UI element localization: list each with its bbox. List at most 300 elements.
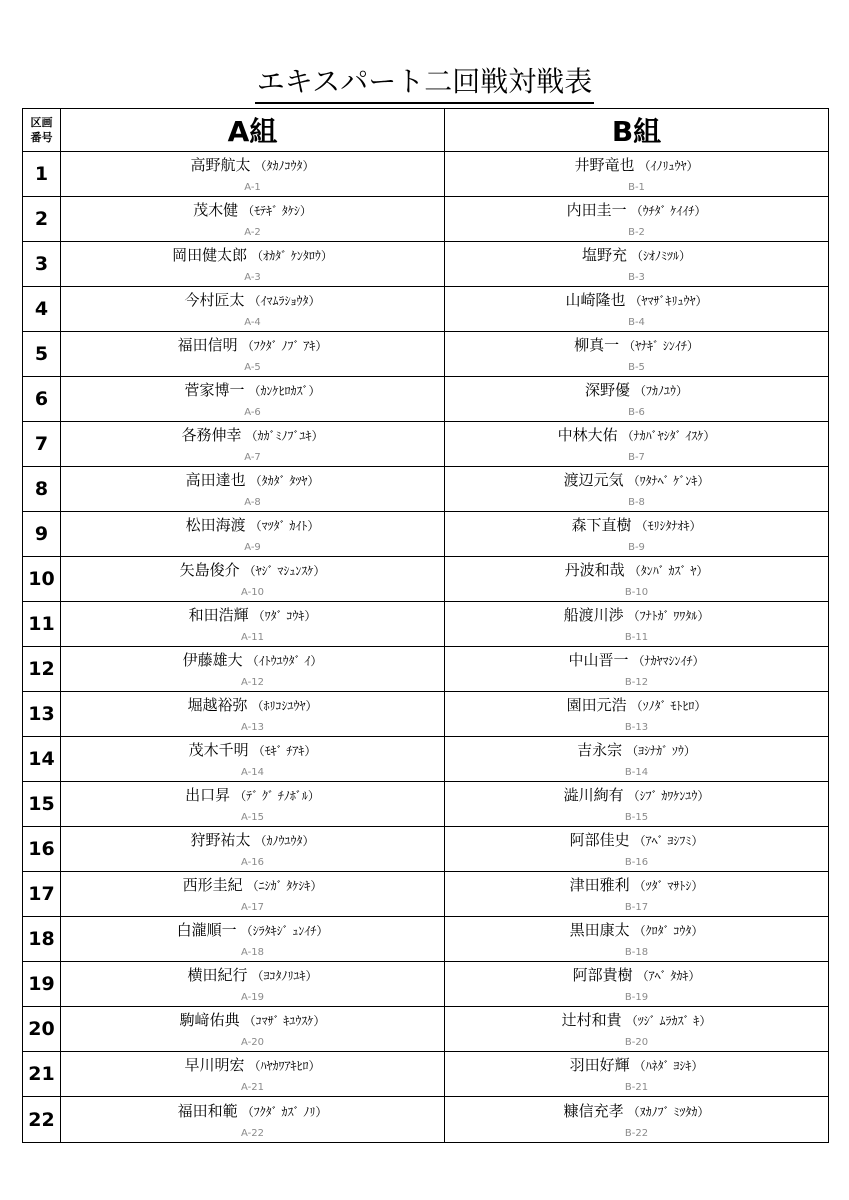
entrant-name: 福田信明: [177, 336, 238, 354]
entrant: [445, 740, 828, 780]
entrant-code: B-12: [624, 677, 649, 688]
entrant: [445, 695, 828, 735]
block-number: 6: [23, 377, 61, 422]
entrant-kana: （ｱﾍﾞ ﾖｼﾌﾐ）: [633, 834, 704, 848]
entrant-kana: （ﾖｺﾀﾉﾘﾕｷ）: [251, 969, 318, 983]
block-number: 21: [23, 1052, 61, 1097]
group-b-entrant-cell: [445, 377, 829, 422]
block-number: 4: [23, 287, 61, 332]
entrant-name-line: [61, 1055, 444, 1076]
entrant-name-line: [61, 1101, 444, 1122]
entrant: [445, 560, 828, 600]
entrant-kana: （ﾃﾞ ｸﾞ ﾁﾉﾎﾞﾙ）: [234, 789, 320, 803]
entrant-name-line: [445, 965, 828, 986]
entrant-name: 井野竜也: [574, 156, 635, 174]
entrant-code: A-1: [244, 182, 261, 193]
entrant: [61, 650, 444, 690]
entrant: [61, 785, 444, 825]
group-a-entrant-cell: [61, 917, 445, 962]
block-number-header: [23, 109, 61, 152]
entrant-kana: （ﾂｼﾞ ﾑﾗｶｽﾞ ｷ）: [625, 1014, 712, 1028]
entrant-kana: （ﾂﾀﾞ ﾏｻﾄｼ）: [633, 879, 704, 893]
block-number: 18: [23, 917, 61, 962]
entrant: [445, 785, 828, 825]
group-a-entrant-cell: [61, 737, 445, 782]
block-number: 12: [23, 647, 61, 692]
entrant-name-line: [445, 1055, 828, 1076]
table-row: [23, 872, 829, 917]
entrant-code: A-17: [241, 902, 264, 913]
entrant-code: A-16: [241, 857, 264, 868]
bracket-table: [22, 108, 829, 1143]
entrant: [445, 1010, 828, 1050]
entrant-name-line: [61, 290, 444, 311]
block-number: 2: [23, 197, 61, 242]
entrant: [61, 875, 444, 915]
entrant-name: 松田海渡: [185, 516, 246, 534]
table-row: [23, 962, 829, 1007]
group-b-entrant-cell: [445, 152, 829, 197]
group-a-entrant-cell: [61, 197, 445, 242]
entrant-name-line: [445, 650, 828, 671]
entrant-kana: （ｶﾉｳﾕｳﾀ）: [254, 834, 315, 848]
entrant: [445, 425, 828, 465]
entrant: [445, 875, 828, 915]
table-row: [23, 422, 829, 467]
entrant-kana: （ｺﾏｻﾞ ｷﾕｳｽｹ）: [243, 1014, 326, 1028]
group-a-entrant-cell: [61, 782, 445, 827]
entrant-name: 山崎隆也: [565, 291, 626, 309]
entrant-name: 茂木千明: [188, 741, 249, 759]
entrant-name: 伊藤雄大: [182, 651, 243, 669]
entrant: [61, 335, 444, 375]
entrant-name: 塩野充: [581, 246, 627, 264]
entrant: [445, 380, 828, 420]
entrant: [445, 965, 828, 1005]
entrant-name: 中山晋一: [568, 651, 629, 669]
entrant-code: B-10: [624, 587, 649, 598]
entrant-kana: （ﾌｸﾀﾞ ﾉﾌﾞ ｱｷ）: [241, 339, 328, 353]
entrant-code: B-20: [624, 1037, 649, 1048]
group-a-entrant-cell: [61, 332, 445, 377]
block-number-header-line2: 番号: [30, 131, 53, 144]
entrant-name: 早川明宏: [184, 1056, 245, 1074]
entrant-name-line: [61, 470, 444, 491]
entrant-code: A-6: [244, 407, 261, 418]
table-row: [23, 647, 829, 692]
group-a-entrant-cell: [61, 152, 445, 197]
entrant-name: 茂木健: [193, 201, 239, 219]
entrant-name: 澁川絢有: [563, 786, 624, 804]
table-row: [23, 917, 829, 962]
entrant-code: A-19: [241, 992, 264, 1003]
entrant-name: 阿部貴樹: [572, 966, 633, 984]
entrant-kana: （ｳﾁﾀﾞ ｹｲｲﾁ）: [630, 204, 707, 218]
entrant-name-line: [445, 245, 828, 266]
entrant-name-line: [445, 425, 828, 446]
entrant: [61, 830, 444, 870]
entrant-code: A-12: [241, 677, 264, 688]
entrant-name: 今村匠太: [184, 291, 245, 309]
entrant-code: A-8: [244, 497, 261, 508]
entrant: [445, 290, 828, 330]
group-a-entrant-cell: [61, 1097, 445, 1143]
entrant-code: A-13: [241, 722, 264, 733]
group-a-entrant-cell: [61, 1052, 445, 1097]
entrant-name-line: [61, 200, 444, 221]
block-number: 11: [23, 602, 61, 647]
entrant-code: B-13: [624, 722, 649, 733]
group-b-entrant-cell: [445, 692, 829, 737]
entrant-name-line: [445, 200, 828, 221]
entrant-name: 渡辺元気: [563, 471, 624, 489]
entrant-name-line: [445, 695, 828, 716]
entrant-kana: （ﾀｶﾀﾞ ﾀﾂﾔ）: [249, 474, 320, 488]
group-b-entrant-cell: [445, 557, 829, 602]
entrant-kana: （ﾔﾏｻﾞｷﾘｭｳﾔ）: [629, 294, 708, 308]
entrant-code: B-6: [628, 407, 645, 418]
entrant: [445, 830, 828, 870]
entrant-code: B-22: [624, 1127, 649, 1139]
group-a-entrant-cell: [61, 467, 445, 512]
entrant: [445, 1055, 828, 1095]
entrant-code: A-22: [241, 1127, 264, 1139]
entrant-code: A-15: [241, 812, 264, 823]
table-row: [23, 1007, 829, 1052]
group-a-entrant-cell: [61, 422, 445, 467]
block-number: 8: [23, 467, 61, 512]
table-row: [23, 782, 829, 827]
entrant-name-line: [61, 515, 444, 536]
entrant-code: B-17: [624, 902, 649, 913]
entrant-code: B-1: [628, 182, 645, 193]
block-number: 10: [23, 557, 61, 602]
table-row: [23, 1052, 829, 1097]
entrant-name: 高田達也: [185, 471, 246, 489]
entrant-kana: （ｿﾉﾀﾞ ﾓﾄﾋﾛ）: [630, 699, 707, 713]
entrant-code: A-2: [244, 227, 261, 238]
entrant-code: A-9: [244, 542, 261, 553]
entrant-kana: （ﾅｶﾊﾞﾔｼﾀﾞ ｲｽｹ）: [621, 429, 716, 443]
entrant-kana: （ﾇｶﾉﾌﾞ ﾐﾂﾀｶ）: [627, 1104, 710, 1119]
entrant: [445, 200, 828, 240]
table-row: [23, 197, 829, 242]
entrant-name: 中林大佑: [557, 426, 618, 444]
entrant-name: 福田和範: [177, 1101, 238, 1120]
block-number: 16: [23, 827, 61, 872]
entrant-code: A-10: [241, 587, 264, 598]
entrant: [445, 155, 828, 195]
entrant: [445, 605, 828, 645]
entrant-name: 丹波和哉: [564, 561, 625, 579]
page-title-text: エキスパート二回戦対戦表: [255, 64, 594, 104]
group-a-entrant-cell: [61, 602, 445, 647]
entrant-name-line: [61, 785, 444, 806]
group-b-entrant-cell: [445, 737, 829, 782]
entrant-kana: （ｱﾍﾞ ﾀｶｷ）: [636, 969, 701, 983]
entrant-code: B-19: [624, 992, 649, 1003]
block-number: 20: [23, 1007, 61, 1052]
table-row: [23, 512, 829, 557]
entrant: [61, 965, 444, 1005]
entrant-name-line: [61, 380, 444, 401]
entrant-code: B-11: [624, 632, 649, 643]
entrant-name: 菅家博一: [184, 381, 245, 399]
entrant: [61, 380, 444, 420]
entrant-kana: （ｼｵﾉﾐﾂﾙ）: [631, 249, 692, 263]
entrant: [445, 1101, 828, 1141]
group-b-entrant-cell: [445, 242, 829, 287]
entrant-kana: （ﾀｶﾉｺｳﾀ）: [254, 159, 315, 173]
entrant-name-line: [445, 380, 828, 401]
table-row: [23, 557, 829, 602]
group-a-entrant-cell: [61, 377, 445, 422]
entrant-kana: （ｲﾉﾘｭｳﾔ）: [638, 159, 699, 173]
group-a-entrant-cell: [61, 242, 445, 287]
entrant-code: B-2: [628, 227, 645, 238]
group-a-entrant-cell: [61, 1007, 445, 1052]
group-b-entrant-cell: [445, 647, 829, 692]
entrant-kana: （ﾓｷﾞ ﾁｱｷ）: [252, 744, 317, 758]
entrant: [445, 245, 828, 285]
entrant-kana: （ﾔｼﾞ ﾏｼｭﾝｽｹ）: [243, 564, 326, 578]
entrant-name: 森下直樹: [571, 516, 632, 534]
entrant-name: 深野優: [584, 381, 630, 399]
entrant-name-line: [61, 830, 444, 851]
entrant: [445, 470, 828, 510]
entrant: [445, 515, 828, 555]
table-row: [23, 1097, 829, 1143]
group-b-entrant-cell: [445, 512, 829, 557]
entrant-code: A-21: [241, 1082, 264, 1093]
entrant-name-line: [61, 965, 444, 986]
entrant-kana: （ﾊﾔｶﾜｱｷﾋﾛ）: [248, 1059, 321, 1073]
block-number: 3: [23, 242, 61, 287]
entrant-name-line: [61, 335, 444, 356]
entrant-name: 出口昇: [185, 786, 231, 804]
entrant-name-line: [445, 155, 828, 176]
block-number: 9: [23, 512, 61, 557]
entrant-name-line: [445, 605, 828, 626]
entrant-name: 辻村和貴: [561, 1011, 622, 1029]
entrant-kana: （ｲﾄｳﾕｳﾀﾞ ｲ）: [246, 654, 323, 668]
entrant-name: 西形圭紀: [182, 876, 243, 894]
entrant-kana: （ｼﾗﾀｷｼﾞ ｭﾝｲﾁ）: [240, 924, 329, 938]
group-a-entrant-cell: [61, 872, 445, 917]
entrant-code: B-9: [628, 542, 645, 553]
entrant-code: A-7: [244, 452, 261, 463]
group-b-entrant-cell: [445, 827, 829, 872]
table-row: [23, 467, 829, 512]
entrant: [61, 1055, 444, 1095]
block-number-header-line1: 区画: [30, 116, 53, 129]
entrant-kana: （ﾅｶﾔﾏｼﾝｲﾁ）: [632, 654, 705, 668]
entrant-code: A-11: [241, 632, 264, 643]
entrant-code: B-15: [624, 812, 649, 823]
entrant-kana: （ﾀﾝﾊﾞ ｶｽﾞ ﾔ）: [628, 564, 709, 578]
entrant-name: 柳真一: [574, 336, 620, 354]
block-number: 13: [23, 692, 61, 737]
entrant-code: B-18: [624, 947, 649, 958]
entrant-name-line: [445, 1101, 828, 1122]
entrant-kana: （ﾎﾘｺｼﾕｳﾔ）: [251, 699, 318, 713]
entrant: [61, 1010, 444, 1050]
block-number: 19: [23, 962, 61, 1007]
entrant-name-line: [445, 470, 828, 491]
entrant-name: 津田雅利: [569, 876, 630, 894]
group-b-entrant-cell: [445, 197, 829, 242]
entrant-kana: （ｶﾝｹﾋﾛｶｽﾞ）: [248, 384, 321, 398]
entrant-name-line: [61, 605, 444, 626]
block-number: 1: [23, 152, 61, 197]
entrant: [61, 920, 444, 960]
entrant-name: 阿部佳史: [569, 831, 630, 849]
entrant-code: B-4: [628, 317, 645, 328]
table-row: [23, 377, 829, 422]
entrant-code: A-5: [244, 362, 261, 373]
group-a-entrant-cell: [61, 962, 445, 1007]
table-row: [23, 332, 829, 377]
entrant-name-line: [61, 155, 444, 176]
entrant-name: 糠信充孝: [563, 1101, 624, 1120]
entrant: [445, 335, 828, 375]
block-number: 17: [23, 872, 61, 917]
entrant-name: 堀越裕弥: [187, 696, 248, 714]
entrant-name: 岡田健太郎: [172, 246, 248, 264]
entrant-name-line: [61, 695, 444, 716]
entrant-name-line: [61, 245, 444, 266]
entrant-name: 横田紀行: [187, 966, 248, 984]
entrant-kana: （ｲﾏﾑﾗｼｮｳﾀ）: [248, 294, 321, 308]
entrant: [445, 920, 828, 960]
table-row: [23, 242, 829, 287]
entrant-kana: （ﾌﾅﾄｶﾞ ﾜﾜﾀﾙ）: [627, 609, 710, 623]
entrant-code: B-14: [624, 767, 649, 778]
group-b-entrant-cell: [445, 872, 829, 917]
entrant: [61, 1101, 444, 1141]
entrant-code: A-4: [244, 317, 261, 328]
group-b-entrant-cell: [445, 602, 829, 647]
group-b-entrant-cell: [445, 962, 829, 1007]
entrant-name-line: [61, 740, 444, 761]
entrant-code: B-3: [628, 272, 645, 283]
entrant: [61, 605, 444, 645]
entrant-code: B-21: [624, 1082, 649, 1093]
entrant-name-line: [445, 785, 828, 806]
entrant-name-line: [61, 650, 444, 671]
entrant-name-line: [445, 830, 828, 851]
group-a-header: A組: [61, 109, 445, 152]
entrant: [61, 515, 444, 555]
entrant-name: 狩野祐太: [190, 831, 251, 849]
entrant-code: A-3: [244, 272, 261, 283]
entrant-code: B-5: [628, 362, 645, 373]
entrant-name: 白瀧順一: [176, 921, 237, 939]
entrant-name-line: [445, 290, 828, 311]
entrant-name: 黒田康太: [569, 921, 630, 939]
entrant-kana: （ﾆｼｶﾞ ﾀｹｼｷ）: [246, 879, 323, 893]
entrant-name-line: [61, 1010, 444, 1031]
entrant: [445, 650, 828, 690]
group-b-entrant-cell: [445, 287, 829, 332]
table-header-row: [23, 109, 829, 152]
group-a-entrant-cell: [61, 512, 445, 557]
entrant: [61, 245, 444, 285]
group-a-entrant-cell: [61, 827, 445, 872]
group-b-entrant-cell: [445, 782, 829, 827]
entrant-kana: （ﾓﾃｷﾞ ﾀｹｼ）: [242, 204, 312, 218]
block-number: 22: [23, 1097, 61, 1143]
entrant-name-line: [61, 425, 444, 446]
group-b-header: B組: [445, 109, 829, 152]
block-number: 14: [23, 737, 61, 782]
entrant-code: B-7: [628, 452, 645, 463]
entrant-name: 羽田好輝: [569, 1056, 630, 1074]
entrant-name: 内田圭一: [566, 201, 627, 219]
entrant-name-line: [61, 560, 444, 581]
entrant-code: A-18: [241, 947, 264, 958]
entrant-name-line: [445, 515, 828, 536]
group-a-entrant-cell: [61, 647, 445, 692]
group-b-entrant-cell: [445, 1097, 829, 1143]
group-b-entrant-cell: [445, 332, 829, 377]
block-number: 5: [23, 332, 61, 377]
entrant: [61, 290, 444, 330]
entrant-name-line: [445, 740, 828, 761]
entrant-code: B-8: [628, 497, 645, 508]
entrant: [61, 740, 444, 780]
entrant-kana: （ﾖｼﾅｶﾞ ｿｳ）: [626, 744, 696, 758]
entrant-name: 高野航太: [190, 156, 251, 174]
group-a-entrant-cell: [61, 557, 445, 602]
entrant: [61, 695, 444, 735]
entrant-code: A-14: [241, 767, 264, 778]
entrant-name: 各務伸幸: [181, 426, 242, 444]
entrant-kana: （ﾜﾀﾅﾍﾞ ｹﾞﾝｷ）: [627, 474, 710, 488]
entrant-name: 駒﨑佑典: [179, 1011, 240, 1029]
group-b-entrant-cell: [445, 917, 829, 962]
entrant-kana: （ｸﾛﾀﾞ ｺｳﾀ）: [633, 924, 704, 938]
entrant-code: A-20: [241, 1037, 264, 1048]
group-b-entrant-cell: [445, 422, 829, 467]
entrant-kana: （ﾌｸﾀﾞ ｶｽﾞ ﾉﾘ）: [241, 1104, 328, 1119]
entrant-name: 矢島俊介: [179, 561, 240, 579]
entrant-name-line: [445, 920, 828, 941]
table-row: [23, 737, 829, 782]
entrant-kana: （ﾌｶﾉﾕｳ）: [634, 384, 689, 398]
entrant-name-line: [61, 875, 444, 896]
block-number: 7: [23, 422, 61, 467]
entrant-name-line: [445, 1010, 828, 1031]
group-a-entrant-cell: [61, 692, 445, 737]
entrant-kana: （ﾜﾀﾞ ｺｳｷ）: [252, 609, 317, 623]
group-b-entrant-cell: [445, 1007, 829, 1052]
block-number: 15: [23, 782, 61, 827]
entrant-kana: （ｼﾌﾞ ｶﾜｹﾝﾕｳ）: [627, 789, 710, 803]
entrant-name-line: [61, 920, 444, 941]
entrant-kana: （ﾔﾅｷﾞ ｼﾝｲﾁ）: [623, 339, 699, 353]
entrant-name-line: [445, 335, 828, 356]
entrant-name-line: [445, 560, 828, 581]
entrant-kana: （ﾊﾈﾀﾞ ﾖｼｷ）: [633, 1059, 704, 1073]
group-b-entrant-cell: [445, 1052, 829, 1097]
entrant-name-line: [445, 875, 828, 896]
entrant: [61, 425, 444, 465]
entrant: [61, 560, 444, 600]
page-title: [0, 64, 849, 104]
table-row: [23, 827, 829, 872]
table-row: [23, 287, 829, 332]
